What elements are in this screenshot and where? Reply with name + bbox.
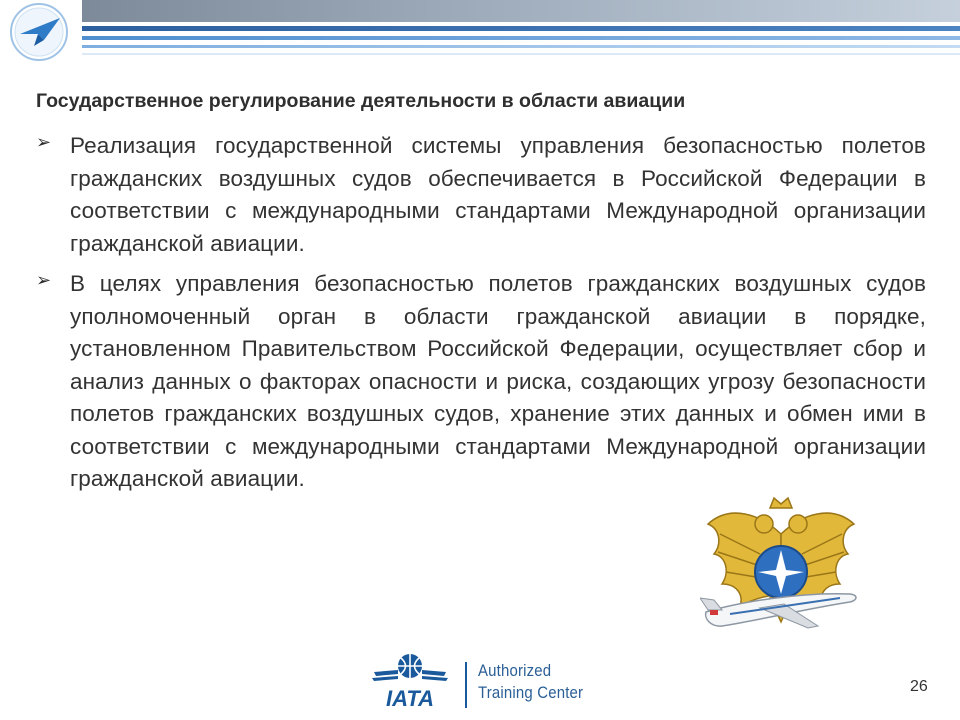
authorized-training-center-label xyxy=(478,660,598,704)
arrow-bullet-icon: ➢ xyxy=(36,270,52,290)
header-stripe xyxy=(82,53,960,55)
arrow-bullet-icon: ➢ xyxy=(36,132,52,152)
footer-divider xyxy=(465,662,467,708)
iata-logo-icon xyxy=(370,650,466,712)
bullet-text: В целях управления безопасностью полетов гражданских воздушных судов уполномоченный орган в области гражданской авиации в порядке, установленном Правительством Российской Федерации, осуществляет сбор и анализ данных о факторах опасности и риска, создающих угрозу безопасности полетов гражданских воздушных судов, хранение этих данных и обмен ими в соответствии с международными стандартами Международной организации гражданской авиации. xyxy=(70,271,926,491)
slide-title: Государственное регулирование деятельности в области авиации xyxy=(36,90,686,112)
page-number: 26 xyxy=(910,678,928,695)
aviation-plane-logo-icon xyxy=(2,0,78,64)
bullet-item xyxy=(36,268,926,496)
bullet-list xyxy=(36,130,926,504)
rosaviatsiya-emblem-icon xyxy=(700,494,862,646)
atc-line-1: Authorized xyxy=(478,661,552,680)
bullet-text: Реализация государственной системы управления безопасностью полетов гражданских воздушных судов обеспечивается в Российской Федерации в соответствии с международными стандартами Международной организации гражданской авиации. xyxy=(70,133,926,256)
header-band xyxy=(0,0,960,66)
bullet-item xyxy=(36,130,926,260)
header-stripe xyxy=(82,36,960,40)
header-stripe xyxy=(82,45,960,48)
header-stripe xyxy=(82,26,960,31)
iata-wordmark: IATA xyxy=(385,686,435,711)
atc-line-2: Training Center xyxy=(478,683,584,702)
header-stripe xyxy=(82,0,960,22)
